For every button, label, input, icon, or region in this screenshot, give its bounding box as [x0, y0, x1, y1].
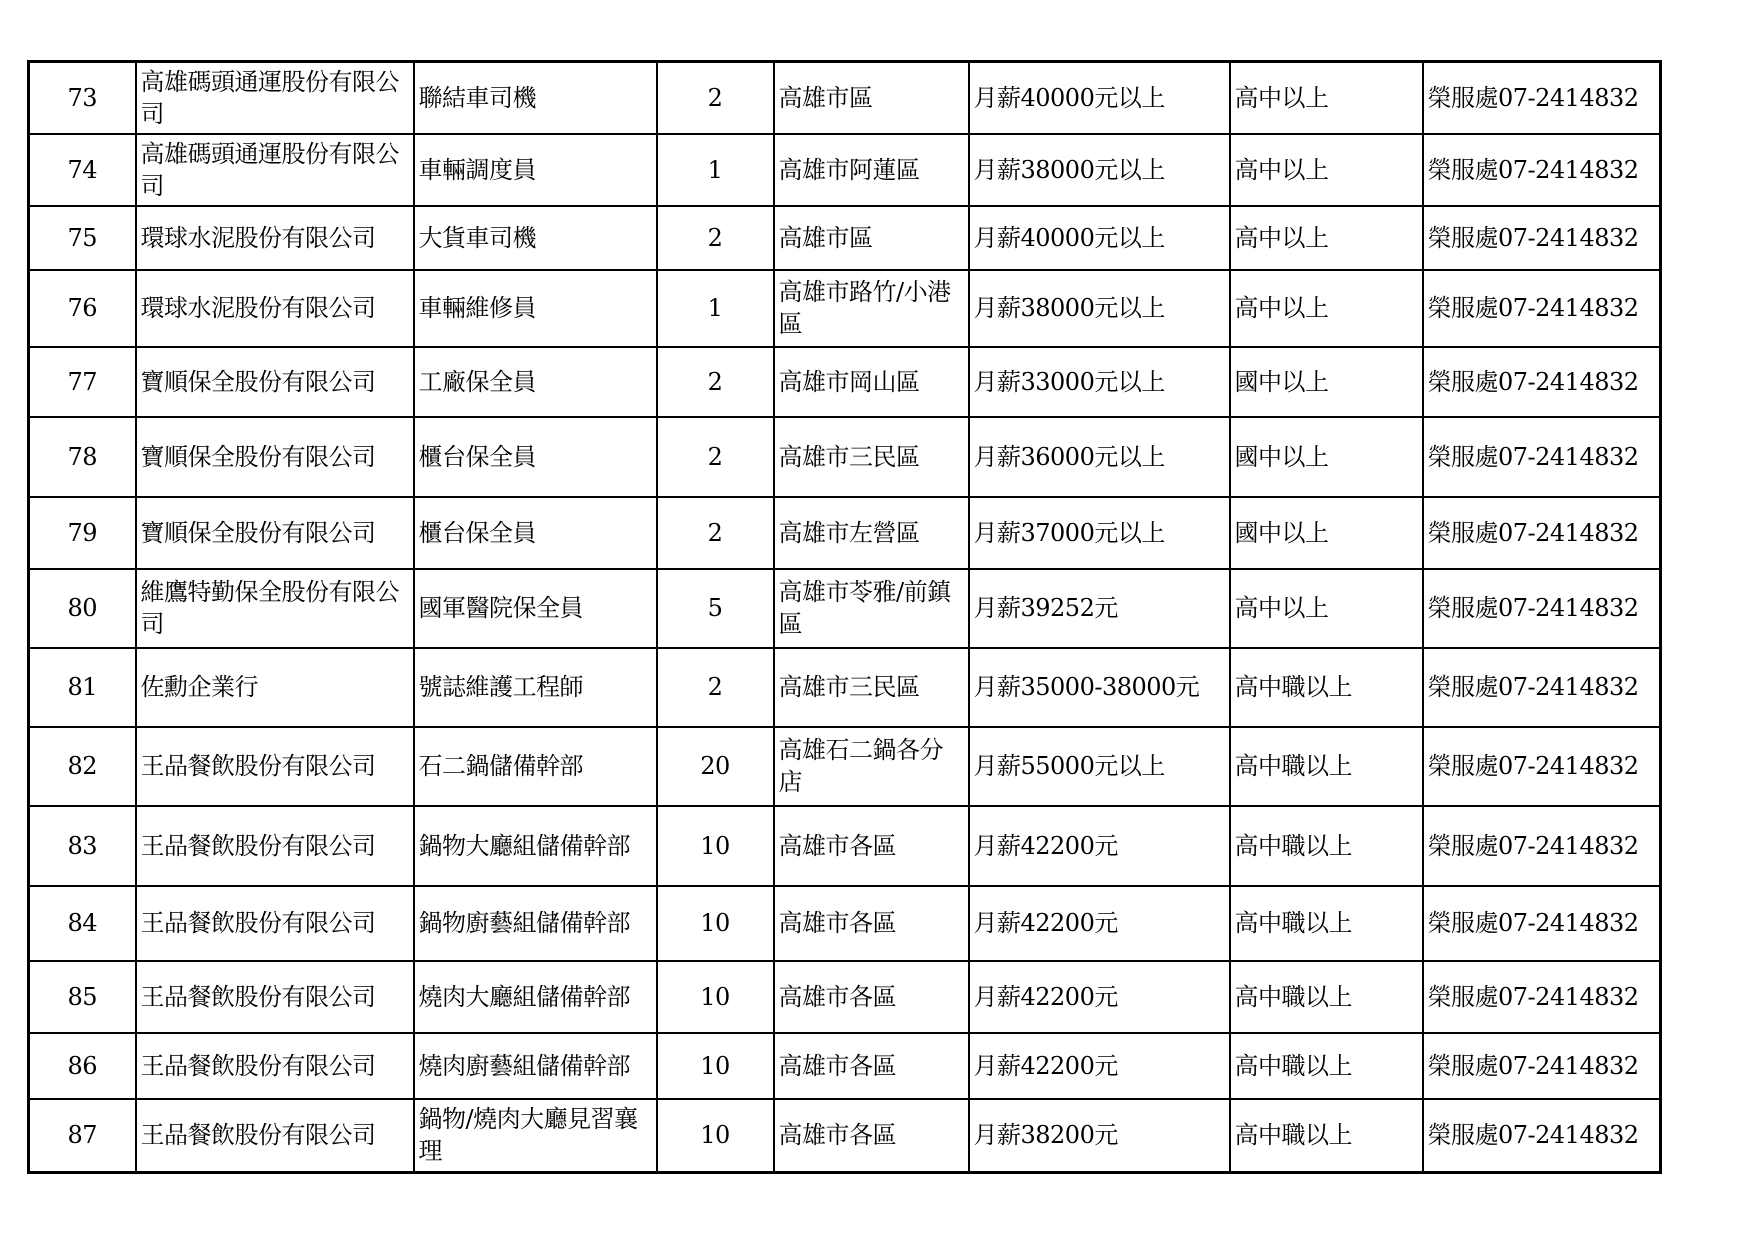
company-cell: 王品餐飲股份有限公司 — [136, 727, 414, 806]
education-cell: 高中以上 — [1230, 569, 1423, 648]
row-number-cell: 85 — [29, 961, 136, 1033]
contact-cell: 榮服處07-2414832 — [1423, 62, 1661, 134]
location-cell: 高雄市阿蓮區 — [774, 134, 969, 206]
table-row — [29, 206, 1661, 270]
location-cell: 高雄市路竹/小港區 — [774, 270, 969, 347]
headcount-cell: 20 — [657, 727, 774, 806]
location-cell: 高雄市苓雅/前鎮區 — [774, 569, 969, 648]
row-number-cell: 75 — [29, 206, 136, 270]
salary-cell: 月薪40000元以上 — [969, 62, 1230, 134]
salary-cell: 月薪38000元以上 — [969, 134, 1230, 206]
headcount-cell: 5 — [657, 569, 774, 648]
table-row — [29, 1099, 1661, 1173]
company-cell: 王品餐飲股份有限公司 — [136, 1099, 414, 1173]
position-cell: 石二鍋儲備幹部 — [414, 727, 657, 806]
position-cell: 櫃台保全員 — [414, 497, 657, 569]
education-cell: 高中職以上 — [1230, 648, 1423, 727]
table-row — [29, 727, 1661, 806]
table-row — [29, 134, 1661, 206]
row-number-cell: 86 — [29, 1033, 136, 1099]
position-cell: 櫃台保全員 — [414, 417, 657, 497]
education-cell: 高中以上 — [1230, 134, 1423, 206]
position-cell: 號誌維護工程師 — [414, 648, 657, 727]
headcount-cell: 10 — [657, 1099, 774, 1173]
company-cell: 寶順保全股份有限公司 — [136, 417, 414, 497]
education-cell: 高中職以上 — [1230, 1033, 1423, 1099]
salary-cell: 月薪38000元以上 — [969, 270, 1230, 347]
job-listing-table — [27, 60, 1662, 1174]
table-row — [29, 961, 1661, 1033]
location-cell: 高雄市區 — [774, 206, 969, 270]
position-cell: 鍋物廚藝組儲備幹部 — [414, 886, 657, 961]
headcount-cell: 2 — [657, 497, 774, 569]
salary-cell: 月薪42200元 — [969, 961, 1230, 1033]
education-cell: 高中以上 — [1230, 270, 1423, 347]
company-cell: 高雄碼頭通運股份有限公司 — [136, 134, 414, 206]
company-cell: 王品餐飲股份有限公司 — [136, 806, 414, 886]
headcount-cell: 10 — [657, 961, 774, 1033]
contact-cell: 榮服處07-2414832 — [1423, 1033, 1661, 1099]
education-cell: 高中職以上 — [1230, 961, 1423, 1033]
headcount-cell: 2 — [657, 62, 774, 134]
row-number-cell: 77 — [29, 347, 136, 417]
position-cell: 工廠保全員 — [414, 347, 657, 417]
contact-cell: 榮服處07-2414832 — [1423, 497, 1661, 569]
contact-cell: 榮服處07-2414832 — [1423, 206, 1661, 270]
contact-cell: 榮服處07-2414832 — [1423, 347, 1661, 417]
education-cell: 高中以上 — [1230, 62, 1423, 134]
location-cell: 高雄市各區 — [774, 961, 969, 1033]
contact-cell: 榮服處07-2414832 — [1423, 961, 1661, 1033]
table-row — [29, 417, 1661, 497]
row-number-cell: 73 — [29, 62, 136, 134]
education-cell: 高中職以上 — [1230, 727, 1423, 806]
company-cell: 佐勳企業行 — [136, 648, 414, 727]
row-number-cell: 83 — [29, 806, 136, 886]
location-cell: 高雄市岡山區 — [774, 347, 969, 417]
salary-cell: 月薪40000元以上 — [969, 206, 1230, 270]
salary-cell: 月薪33000元以上 — [969, 347, 1230, 417]
table-row — [29, 806, 1661, 886]
headcount-cell: 1 — [657, 134, 774, 206]
salary-cell: 月薪55000元以上 — [969, 727, 1230, 806]
salary-cell: 月薪42200元 — [969, 886, 1230, 961]
table-row — [29, 497, 1661, 569]
row-number-cell: 84 — [29, 886, 136, 961]
position-cell: 大貨車司機 — [414, 206, 657, 270]
table-row — [29, 62, 1661, 134]
company-cell: 高雄碼頭通運股份有限公司 — [136, 62, 414, 134]
table-row — [29, 886, 1661, 961]
location-cell: 高雄市區 — [774, 62, 969, 134]
company-cell: 環球水泥股份有限公司 — [136, 206, 414, 270]
table-row — [29, 1033, 1661, 1099]
contact-cell: 榮服處07-2414832 — [1423, 648, 1661, 727]
company-cell: 寶順保全股份有限公司 — [136, 497, 414, 569]
headcount-cell: 1 — [657, 270, 774, 347]
company-cell: 王品餐飲股份有限公司 — [136, 886, 414, 961]
headcount-cell: 10 — [657, 886, 774, 961]
salary-cell: 月薪42200元 — [969, 1033, 1230, 1099]
row-number-cell: 79 — [29, 497, 136, 569]
salary-cell: 月薪38200元 — [969, 1099, 1230, 1173]
salary-cell: 月薪36000元以上 — [969, 417, 1230, 497]
education-cell: 國中以上 — [1230, 347, 1423, 417]
position-cell: 國軍醫院保全員 — [414, 569, 657, 648]
salary-cell: 月薪37000元以上 — [969, 497, 1230, 569]
row-number-cell: 80 — [29, 569, 136, 648]
headcount-cell: 2 — [657, 347, 774, 417]
contact-cell: 榮服處07-2414832 — [1423, 806, 1661, 886]
company-cell: 維鷹特勤保全股份有限公司 — [136, 569, 414, 648]
location-cell: 高雄市各區 — [774, 886, 969, 961]
contact-cell: 榮服處07-2414832 — [1423, 727, 1661, 806]
row-number-cell: 87 — [29, 1099, 136, 1173]
position-cell: 燒肉廚藝組儲備幹部 — [414, 1033, 657, 1099]
position-cell: 鍋物大廳組儲備幹部 — [414, 806, 657, 886]
salary-cell: 月薪39252元 — [969, 569, 1230, 648]
headcount-cell: 10 — [657, 1033, 774, 1099]
position-cell: 車輛維修員 — [414, 270, 657, 347]
table-row — [29, 569, 1661, 648]
table-row — [29, 270, 1661, 347]
company-cell: 王品餐飲股份有限公司 — [136, 1033, 414, 1099]
contact-cell: 榮服處07-2414832 — [1423, 417, 1661, 497]
job-rows — [29, 62, 1661, 1173]
table-row — [29, 347, 1661, 417]
headcount-cell: 2 — [657, 648, 774, 727]
row-number-cell: 74 — [29, 134, 136, 206]
salary-cell: 月薪42200元 — [969, 806, 1230, 886]
contact-cell: 榮服處07-2414832 — [1423, 134, 1661, 206]
education-cell: 國中以上 — [1230, 417, 1423, 497]
headcount-cell: 2 — [657, 206, 774, 270]
position-cell: 鍋物/燒肉大廳見習襄理 — [414, 1099, 657, 1173]
row-number-cell: 76 — [29, 270, 136, 347]
company-cell: 環球水泥股份有限公司 — [136, 270, 414, 347]
contact-cell: 榮服處07-2414832 — [1423, 270, 1661, 347]
headcount-cell: 2 — [657, 417, 774, 497]
location-cell: 高雄市三民區 — [774, 648, 969, 727]
location-cell: 高雄石二鍋各分店 — [774, 727, 969, 806]
education-cell: 高中職以上 — [1230, 806, 1423, 886]
salary-cell: 月薪35000-38000元 — [969, 648, 1230, 727]
location-cell: 高雄市各區 — [774, 1033, 969, 1099]
row-number-cell: 78 — [29, 417, 136, 497]
company-cell: 王品餐飲股份有限公司 — [136, 961, 414, 1033]
row-number-cell: 82 — [29, 727, 136, 806]
contact-cell: 榮服處07-2414832 — [1423, 1099, 1661, 1173]
contact-cell: 榮服處07-2414832 — [1423, 569, 1661, 648]
education-cell: 國中以上 — [1230, 497, 1423, 569]
position-cell: 聯結車司機 — [414, 62, 657, 134]
education-cell: 高中職以上 — [1230, 1099, 1423, 1173]
position-cell: 燒肉大廳組儲備幹部 — [414, 961, 657, 1033]
row-number-cell: 81 — [29, 648, 136, 727]
location-cell: 高雄市各區 — [774, 1099, 969, 1173]
table-row — [29, 648, 1661, 727]
contact-cell: 榮服處07-2414832 — [1423, 886, 1661, 961]
company-cell: 寶順保全股份有限公司 — [136, 347, 414, 417]
location-cell: 高雄市左營區 — [774, 497, 969, 569]
location-cell: 高雄市各區 — [774, 806, 969, 886]
headcount-cell: 10 — [657, 806, 774, 886]
location-cell: 高雄市三民區 — [774, 417, 969, 497]
position-cell: 車輛調度員 — [414, 134, 657, 206]
education-cell: 高中職以上 — [1230, 886, 1423, 961]
education-cell: 高中以上 — [1230, 206, 1423, 270]
